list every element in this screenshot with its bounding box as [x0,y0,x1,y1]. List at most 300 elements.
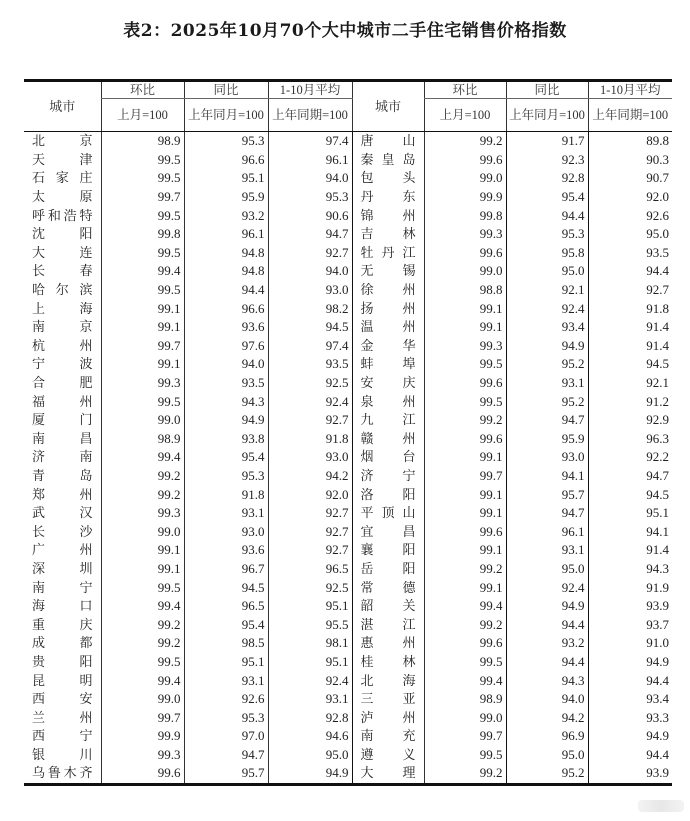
yoy-value-left: 96.5 [184,597,268,616]
mom-value-right: 99.2 [424,411,506,430]
yoy-value-right: 91.7 [506,132,588,151]
mom-value-right: 99.2 [424,560,506,579]
yoy-value-left: 95.1 [184,653,268,672]
mom-value-right: 99.1 [424,485,506,504]
yoy-value-right: 92.4 [506,299,588,318]
yoy-value-left: 95.4 [184,615,268,634]
mom-value-right: 99.5 [424,746,506,765]
avg-value-left: 92.5 [268,374,352,393]
yoy-value-right: 92.4 [506,578,588,597]
yoy-value-left: 94.5 [184,578,268,597]
avg-value-left: 96.5 [268,560,352,579]
city-name-right: 泉 州 [352,392,424,411]
avg-value-right: 92.9 [588,411,672,430]
city-name-right: 北 海 [352,671,424,690]
avg-value-right: 94.3 [588,560,672,579]
mom-value-right: 99.5 [424,653,506,672]
yoy-value-right: 94.4 [506,653,588,672]
yoy-value-right: 93.0 [506,448,588,467]
yoy-value-right: 93.4 [506,318,588,337]
avg-value-left: 92.8 [268,708,352,727]
city-name-right: 牡 丹 江 [352,244,424,263]
yoy-value-right: 94.4 [506,615,588,634]
table-row [24,653,672,672]
yoy-value-right: 95.8 [506,244,588,263]
avg-value-right: 94.4 [588,746,672,765]
table-body [24,132,672,785]
mom-value-right: 99.6 [424,374,506,393]
yoy-value-right: 95.7 [506,485,588,504]
avg-value-left: 92.0 [268,485,352,504]
city-name-right: 吉 林 [352,225,424,244]
city-name-left: 银 川 [32,746,93,762]
mom-value-left: 99.4 [101,597,184,616]
mom-value-left: 99.5 [101,151,184,170]
city-name-right: 安 庆 [352,374,424,393]
avg-value-right: 94.9 [588,653,672,672]
yoy-value-left: 95.3 [184,467,268,486]
mom-value-left: 99.0 [101,411,184,430]
mom-value-left: 99.0 [101,522,184,541]
city-name-left: 济 南 [32,449,93,465]
mom-value-right: 99.8 [424,206,506,225]
yoy-value-right: 95.4 [506,188,588,207]
avg-value-right: 92.0 [588,188,672,207]
yoy-value-left: 94.9 [184,411,268,430]
city-name-right: 宜 昌 [352,522,424,541]
mom-value-right: 99.0 [424,262,506,281]
mom-value-left: 99.5 [101,653,184,672]
yoy-value-left: 98.5 [184,634,268,653]
table-row [24,578,672,597]
avg-value-left: 90.6 [268,206,352,225]
table-row [24,132,672,151]
city-name-left: 海 口 [32,598,93,614]
mom-value-left: 99.4 [101,262,184,281]
mom-value-right: 99.4 [424,671,506,690]
mom-value-left: 99.1 [101,541,184,560]
mom-value-right: 99.6 [424,430,506,449]
city-name-right: 秦 皇 岛 [352,151,424,170]
table-row [24,169,672,188]
yoy-value-left: 96.6 [184,151,268,170]
city-name-left: 合 肥 [32,375,93,391]
mom-value-right: 99.6 [424,244,506,263]
mom-value-left: 99.2 [101,634,184,653]
table-row [24,522,672,541]
mom-value-left: 99.3 [101,374,184,393]
table-row [24,262,672,281]
city-name-left: 长 沙 [32,523,93,539]
avg-value-left: 93.5 [268,355,352,374]
avg-value-left: 95.1 [268,653,352,672]
yoy-value-left: 96.1 [184,225,268,244]
avg-value-left: 95.5 [268,615,352,634]
table-row [24,727,672,746]
mom-value-right: 99.6 [424,634,506,653]
table-row [24,244,672,263]
mom-value-right: 99.1 [424,504,506,523]
avg-value-right: 89.8 [588,132,672,151]
city-name-left: 南 昌 [32,430,93,446]
yoy-value-left: 93.2 [184,206,268,225]
city-name-left: 北 京 [32,133,93,149]
avg-value-right: 91.4 [588,541,672,560]
city-name-left: 沈 阳 [32,226,93,242]
table-row [24,485,672,504]
avg-value-right: 93.3 [588,708,672,727]
city-name-right: 岳 阳 [352,560,424,579]
mom-value-left: 99.7 [101,337,184,356]
mom-value-left: 99.9 [101,727,184,746]
mom-value-right: 99.5 [424,392,506,411]
yoy-value-left: 92.6 [184,690,268,709]
avg-value-left: 94.6 [268,727,352,746]
city-name-left: 武 汉 [32,505,93,521]
mom-value-right: 98.8 [424,281,506,300]
header-city-left: 城市 [24,81,101,132]
yoy-value-left: 96.7 [184,560,268,579]
avg-value-left: 94.0 [268,262,352,281]
mom-value-right: 99.1 [424,578,506,597]
table-row [24,467,672,486]
city-name-right: 大 理 [352,764,424,784]
city-name-right: 平 顶 山 [352,504,424,523]
city-name-left: 南 宁 [32,579,93,595]
table-row [24,560,672,579]
city-name-right: 南 充 [352,727,424,746]
city-name-left: 郑 州 [32,486,93,502]
city-name-right: 桂 林 [352,653,424,672]
avg-value-left: 91.8 [268,430,352,449]
mom-value-left: 99.4 [101,448,184,467]
avg-value-right: 90.3 [588,151,672,170]
yoy-value-right: 95.0 [506,262,588,281]
city-name-right: 三 亚 [352,690,424,709]
header-avg: 1-10月平均 [268,81,352,99]
city-name-left: 上 海 [32,300,93,316]
header-mom-base: 上月=100 [101,99,184,132]
yoy-value-left: 93.6 [184,541,268,560]
mom-value-right: 99.0 [424,169,506,188]
avg-value-right: 94.4 [588,671,672,690]
avg-value-right: 91.2 [588,392,672,411]
avg-value-left: 94.0 [268,169,352,188]
table-row [24,299,672,318]
table-row [24,746,672,765]
yoy-value-right: 94.7 [506,411,588,430]
mom-value-left: 99.7 [101,188,184,207]
avg-value-right: 93.9 [588,764,672,784]
city-name-right: 遵 义 [352,746,424,765]
avg-value-right: 91.9 [588,578,672,597]
table-row [24,597,672,616]
avg-value-left: 92.7 [268,541,352,560]
city-name-right: 丹 东 [352,188,424,207]
yoy-value-left: 95.3 [184,132,268,151]
yoy-value-right: 95.0 [506,746,588,765]
yoy-value-left: 93.1 [184,504,268,523]
avg-value-right: 91.0 [588,634,672,653]
avg-value-right: 94.1 [588,522,672,541]
avg-value-right: 94.5 [588,355,672,374]
table-row [24,764,672,784]
avg-value-right: 94.9 [588,727,672,746]
yoy-value-left: 94.3 [184,392,268,411]
header-avg-base-right: 上年同期=100 [588,99,672,132]
yoy-value-left: 93.6 [184,318,268,337]
city-name-left: 乌鲁木齐 [24,764,101,784]
table-row [24,690,672,709]
city-name-right: 扬 州 [352,299,424,318]
avg-value-left: 98.2 [268,299,352,318]
table-row [24,708,672,727]
avg-value-left: 95.1 [268,597,352,616]
yoy-value-left: 93.8 [184,430,268,449]
yoy-value-left: 94.0 [184,355,268,374]
yoy-value-left: 95.3 [184,708,268,727]
city-name-right: 徐 州 [352,281,424,300]
avg-value-right: 96.3 [588,430,672,449]
avg-value-right: 94.4 [588,262,672,281]
table-title: 表2：2025年10月70个大中城市二手住宅销售价格指数 [123,21,567,41]
table-row [24,671,672,690]
mom-value-left: 99.5 [101,169,184,188]
city-name-left: 天 津 [32,151,93,167]
city-name-left: 贵 阳 [32,653,93,669]
header-yoy-base-right: 上年同月=100 [506,99,588,132]
avg-value-left: 93.0 [268,281,352,300]
header-mom-right: 环比 [424,81,506,99]
avg-value-left: 95.0 [268,746,352,765]
mom-value-left: 99.7 [101,708,184,727]
mom-value-right: 99.1 [424,541,506,560]
avg-value-right: 92.7 [588,281,672,300]
table-row [24,151,672,170]
mom-value-right: 99.7 [424,467,506,486]
avg-value-left: 92.4 [268,392,352,411]
yoy-value-right: 92.1 [506,281,588,300]
mom-value-right: 99.3 [424,225,506,244]
avg-value-left: 96.1 [268,151,352,170]
city-name-left: 杭 州 [32,337,93,353]
mom-value-left: 99.2 [101,485,184,504]
mom-value-left: 99.3 [101,746,184,765]
city-name-left: 大 连 [32,244,93,260]
table-row [24,541,672,560]
yoy-value-left: 94.8 [184,244,268,263]
avg-value-left: 92.7 [268,411,352,430]
city-name-left: 青 岛 [32,467,93,483]
header-yoy-base: 上年同月=100 [184,99,268,132]
avg-value-right: 94.7 [588,467,672,486]
city-name-right: 烟 台 [352,448,424,467]
yoy-value-right: 94.2 [506,708,588,727]
yoy-value-left: 96.6 [184,299,268,318]
mom-value-left: 99.2 [101,615,184,634]
city-name-right: 蚌 埠 [352,355,424,374]
avg-value-left: 92.4 [268,671,352,690]
yoy-value-right: 95.2 [506,355,588,374]
city-name-right: 济 宁 [352,467,424,486]
yoy-value-right: 94.7 [506,504,588,523]
city-name-left: 西 安 [32,691,93,707]
table-row [24,337,672,356]
yoy-value-left: 94.8 [184,262,268,281]
mom-value-right: 98.9 [424,690,506,709]
avg-value-right: 93.5 [588,244,672,263]
mom-value-left: 99.1 [101,560,184,579]
avg-value-left: 94.2 [268,467,352,486]
yoy-value-right: 94.3 [506,671,588,690]
mom-value-right: 99.1 [424,318,506,337]
yoy-value-right: 92.8 [506,169,588,188]
city-name-right: 包 头 [352,169,424,188]
avg-value-left: 92.7 [268,522,352,541]
yoy-value-right: 94.9 [506,337,588,356]
yoy-value-right: 95.2 [506,764,588,784]
avg-value-left: 93.1 [268,690,352,709]
city-name-right: 泸 州 [352,708,424,727]
city-name-left: 西 宁 [32,728,93,744]
city-name-left: 昆 明 [32,672,93,688]
yoy-value-left: 91.8 [184,485,268,504]
mom-value-left: 99.4 [101,671,184,690]
city-name-right: 常 德 [352,578,424,597]
city-name-right: 赣 州 [352,430,424,449]
yoy-value-left: 93.5 [184,374,268,393]
avg-value-left: 95.3 [268,188,352,207]
table-row [24,411,672,430]
avg-value-left: 98.1 [268,634,352,653]
avg-value-left: 92.5 [268,578,352,597]
watermark [638,800,684,812]
city-name-right: 襄 阳 [352,541,424,560]
city-name-right: 九 江 [352,411,424,430]
city-name-right: 金 华 [352,337,424,356]
avg-value-right: 92.1 [588,374,672,393]
mom-value-right: 99.6 [424,522,506,541]
mom-value-left: 98.9 [101,132,184,151]
city-name-left: 深 圳 [32,560,93,576]
yoy-value-right: 93.1 [506,374,588,393]
city-name-left: 福 州 [32,393,93,409]
city-name-left: 太 原 [32,189,93,205]
avg-value-left: 94.5 [268,318,352,337]
avg-value-right: 91.4 [588,337,672,356]
yoy-value-right: 94.9 [506,597,588,616]
mom-value-right: 99.3 [424,337,506,356]
mom-value-right: 99.5 [424,355,506,374]
avg-value-left: 94.9 [268,764,352,784]
mom-value-left: 99.8 [101,225,184,244]
city-name-left: 兰 州 [32,709,93,725]
mom-value-left: 99.1 [101,299,184,318]
header-yoy-right: 同比 [506,81,588,99]
avg-value-right: 92.6 [588,206,672,225]
header-avg-base: 上年同期=100 [268,99,352,132]
avg-value-left: 93.0 [268,448,352,467]
table-row [24,206,672,225]
avg-value-left: 92.7 [268,244,352,263]
mom-value-left: 99.5 [101,281,184,300]
avg-value-right: 93.7 [588,615,672,634]
yoy-value-right: 94.0 [506,690,588,709]
mom-value-right: 99.9 [424,188,506,207]
city-name-left: 呼和浩特 [32,207,93,223]
mom-value-right: 99.1 [424,299,506,318]
mom-value-right: 99.4 [424,597,506,616]
table-row [24,504,672,523]
header-mom-base-right: 上月=100 [424,99,506,132]
mom-value-left: 99.3 [101,504,184,523]
yoy-value-right: 95.2 [506,392,588,411]
yoy-value-left: 97.6 [184,337,268,356]
mom-value-right: 99.7 [424,727,506,746]
city-name-left: 南 京 [32,319,93,335]
avg-value-right: 90.7 [588,169,672,188]
table-row [24,448,672,467]
city-name-right: 惠 州 [352,634,424,653]
table-row [24,615,672,634]
city-name-right: 唐 山 [352,132,424,151]
mom-value-left: 99.1 [101,355,184,374]
table-row [24,430,672,449]
price-index-table [24,79,672,786]
yoy-value-left: 94.7 [184,746,268,765]
avg-value-right: 91.4 [588,318,672,337]
table-row [24,281,672,300]
city-name-left: 广 州 [32,542,93,558]
mom-value-right: 99.2 [424,615,506,634]
mom-value-left: 99.5 [101,392,184,411]
table-row [24,188,672,207]
avg-value-right: 94.5 [588,485,672,504]
table-row [24,318,672,337]
mom-value-left: 99.2 [101,467,184,486]
mom-value-right: 99.0 [424,708,506,727]
yoy-value-right: 94.4 [506,206,588,225]
header-avg-right: 1-10月平均 [588,81,672,99]
avg-value-left: 97.4 [268,132,352,151]
city-name-right: 锦 州 [352,206,424,225]
city-name-right: 温 州 [352,318,424,337]
mom-value-left: 99.5 [101,206,184,225]
city-name-left: 哈 尔 滨 [32,282,93,298]
mom-value-right: 99.2 [424,132,506,151]
city-name-left: 成 都 [32,635,93,651]
yoy-value-right: 92.3 [506,151,588,170]
mom-value-left: 98.9 [101,430,184,449]
yoy-value-left: 93.1 [184,671,268,690]
table-row [24,634,672,653]
yoy-value-right: 95.9 [506,430,588,449]
avg-value-left: 94.7 [268,225,352,244]
mom-value-right: 99.6 [424,151,506,170]
yoy-value-right: 96.1 [506,522,588,541]
header-city-right: 城市 [352,81,424,132]
avg-value-left: 97.4 [268,337,352,356]
table-row [24,374,672,393]
city-name-left: 宁 波 [32,356,93,372]
yoy-value-left: 93.0 [184,522,268,541]
avg-value-right: 91.8 [588,299,672,318]
avg-value-left: 92.7 [268,504,352,523]
yoy-value-right: 93.2 [506,634,588,653]
mom-value-left: 99.1 [101,318,184,337]
mom-value-right: 99.1 [424,448,506,467]
header-yoy: 同比 [184,81,268,99]
